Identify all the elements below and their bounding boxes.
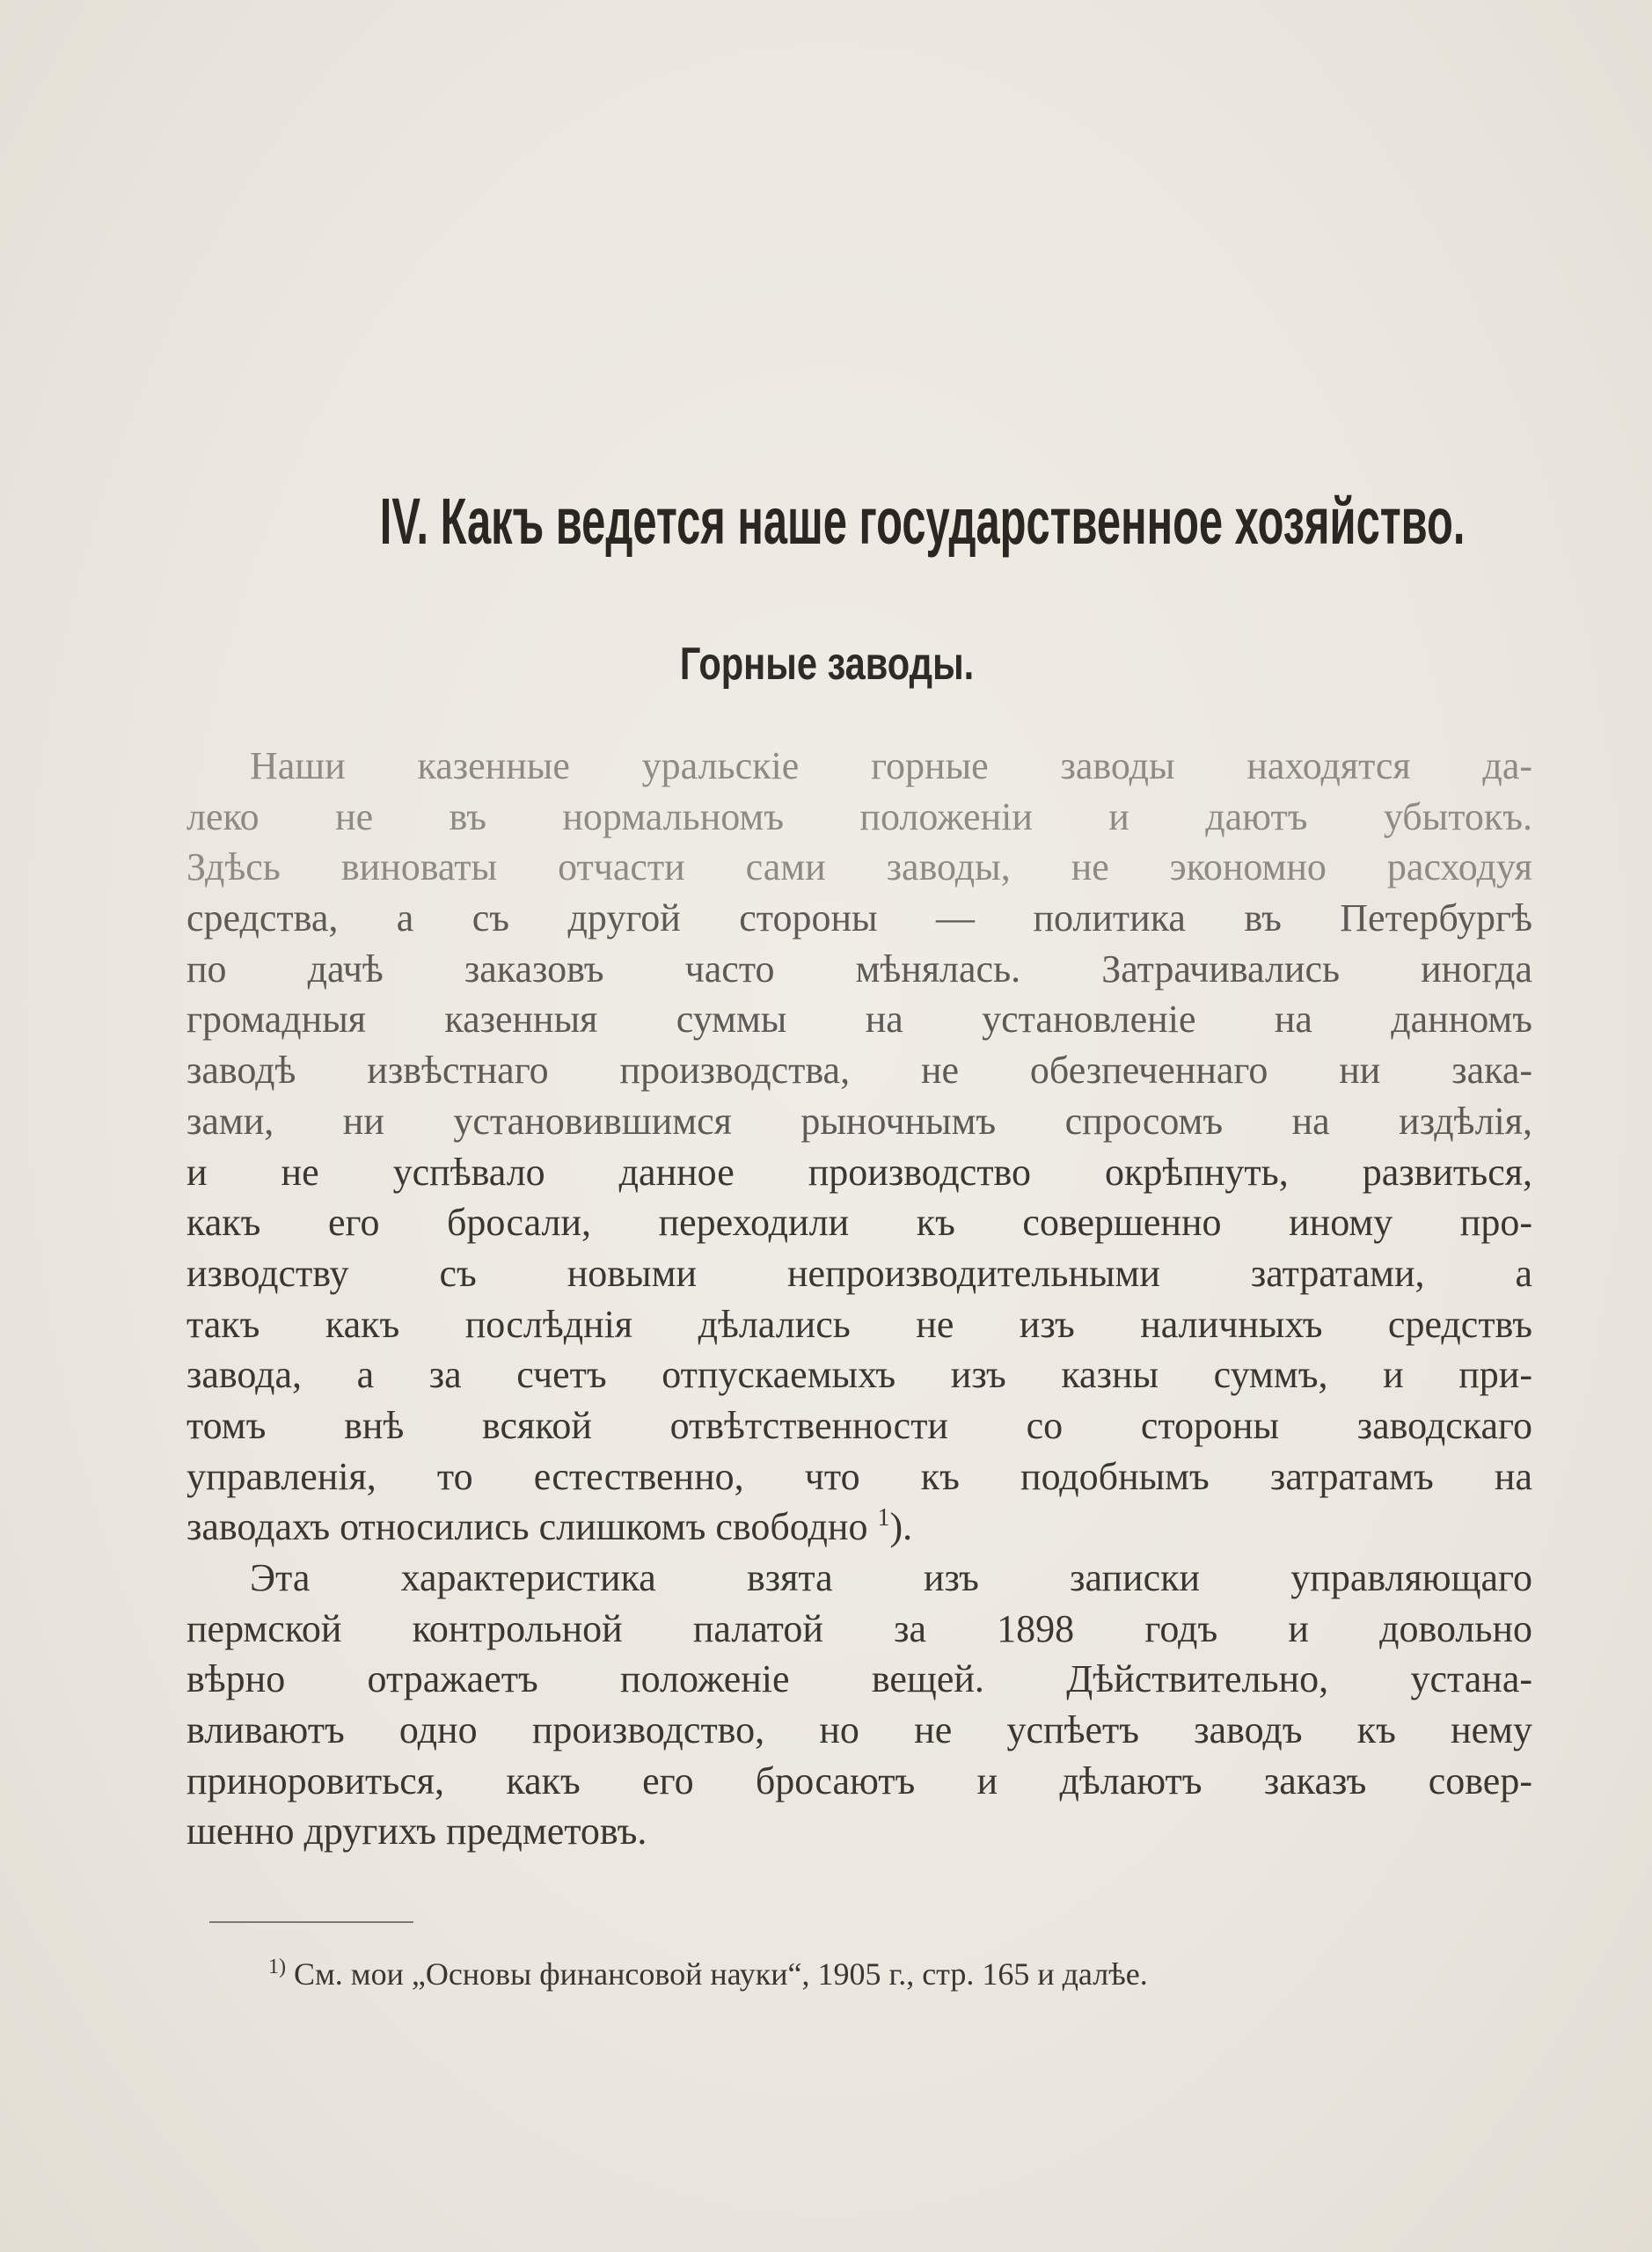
chapter-title: IV. Какъ ведется наше государственное хозяйство. bbox=[379, 485, 1466, 558]
text-line: по дачѣ заказовъ часто мѣнялась. Затрачивались иногда bbox=[186, 947, 1532, 991]
text-line: Здѣсь виноваты отчасти сами заводы, не экономно расходуя bbox=[186, 845, 1532, 889]
text-line: средства, а съ другой стороны — политика въ Петербургѣ bbox=[186, 896, 1532, 940]
text-line: изводству съ новыми непроизводительными затратами, а bbox=[186, 1251, 1532, 1295]
body-text bbox=[186, 741, 1532, 1857]
text-line: какъ его бросали, переходили къ совершенно иному про- bbox=[186, 1201, 1532, 1245]
section-title: Горные заводы. bbox=[679, 639, 975, 690]
text-line: пермской контрольной палатой за 1898 годъ и довольно bbox=[186, 1606, 1532, 1650]
text-line: вѣрно отражаетъ положеніе вещей. Дѣйствительно, устана- bbox=[186, 1657, 1532, 1701]
text-line: и не успѣвало данное производство окрѣпнуть, развиться, bbox=[186, 1150, 1532, 1194]
footnote-divider bbox=[209, 1921, 413, 1923]
footnote-text: См. мои „Основы финансовой науки“, 1905 г., стр. 165 и далѣе. bbox=[294, 1956, 1148, 1992]
text-line: Наши казенные уральскіе горные заводы находятся да- bbox=[250, 744, 1532, 787]
text-line: шенно другихъ предметовъ. bbox=[186, 1810, 647, 1854]
text-line: управленія, то естественно, что къ подобнымъ затратамъ на bbox=[186, 1454, 1532, 1498]
text-line: леко не въ нормальномъ положеніи и даютъ убытокъ. bbox=[186, 794, 1532, 838]
footnote-reference: 1 bbox=[877, 1504, 890, 1532]
footnote bbox=[268, 1953, 1517, 1995]
text-line: такъ какъ послѣднія дѣлались не изъ наличныхъ средствъ bbox=[186, 1302, 1532, 1346]
text-line: заводахъ относились слишкомъ свободно bbox=[186, 1505, 868, 1549]
text-line-with-footnote bbox=[186, 1502, 1532, 1553]
text-line: завода, а за счетъ отпускаемыхъ изъ казны суммъ, и при- bbox=[186, 1353, 1532, 1397]
text-line: приноровиться, какъ его бросаютъ и дѣлаютъ заказъ совер- bbox=[186, 1758, 1532, 1802]
text-line: томъ внѣ всякой отвѣтственности со стороны заводскаго bbox=[186, 1403, 1532, 1447]
text-line: заводѣ извѣстнаго производства, не обезпеченнаго ни зака- bbox=[186, 1049, 1532, 1093]
sentence-closing: ). bbox=[889, 1505, 913, 1549]
text-line: зами, ни установившимся рыночнымъ спросомъ на издѣлія, bbox=[186, 1099, 1532, 1143]
text-line: громадныя казенныя суммы на установленіе на данномъ bbox=[186, 998, 1532, 1042]
footnote-marker: 1) bbox=[268, 1956, 286, 1978]
text-line: вливаютъ одно производство, но не успѣетъ заводъ къ нему bbox=[186, 1708, 1532, 1752]
text-line: Эта характеристика взята изъ записки управляющаго bbox=[250, 1556, 1532, 1599]
